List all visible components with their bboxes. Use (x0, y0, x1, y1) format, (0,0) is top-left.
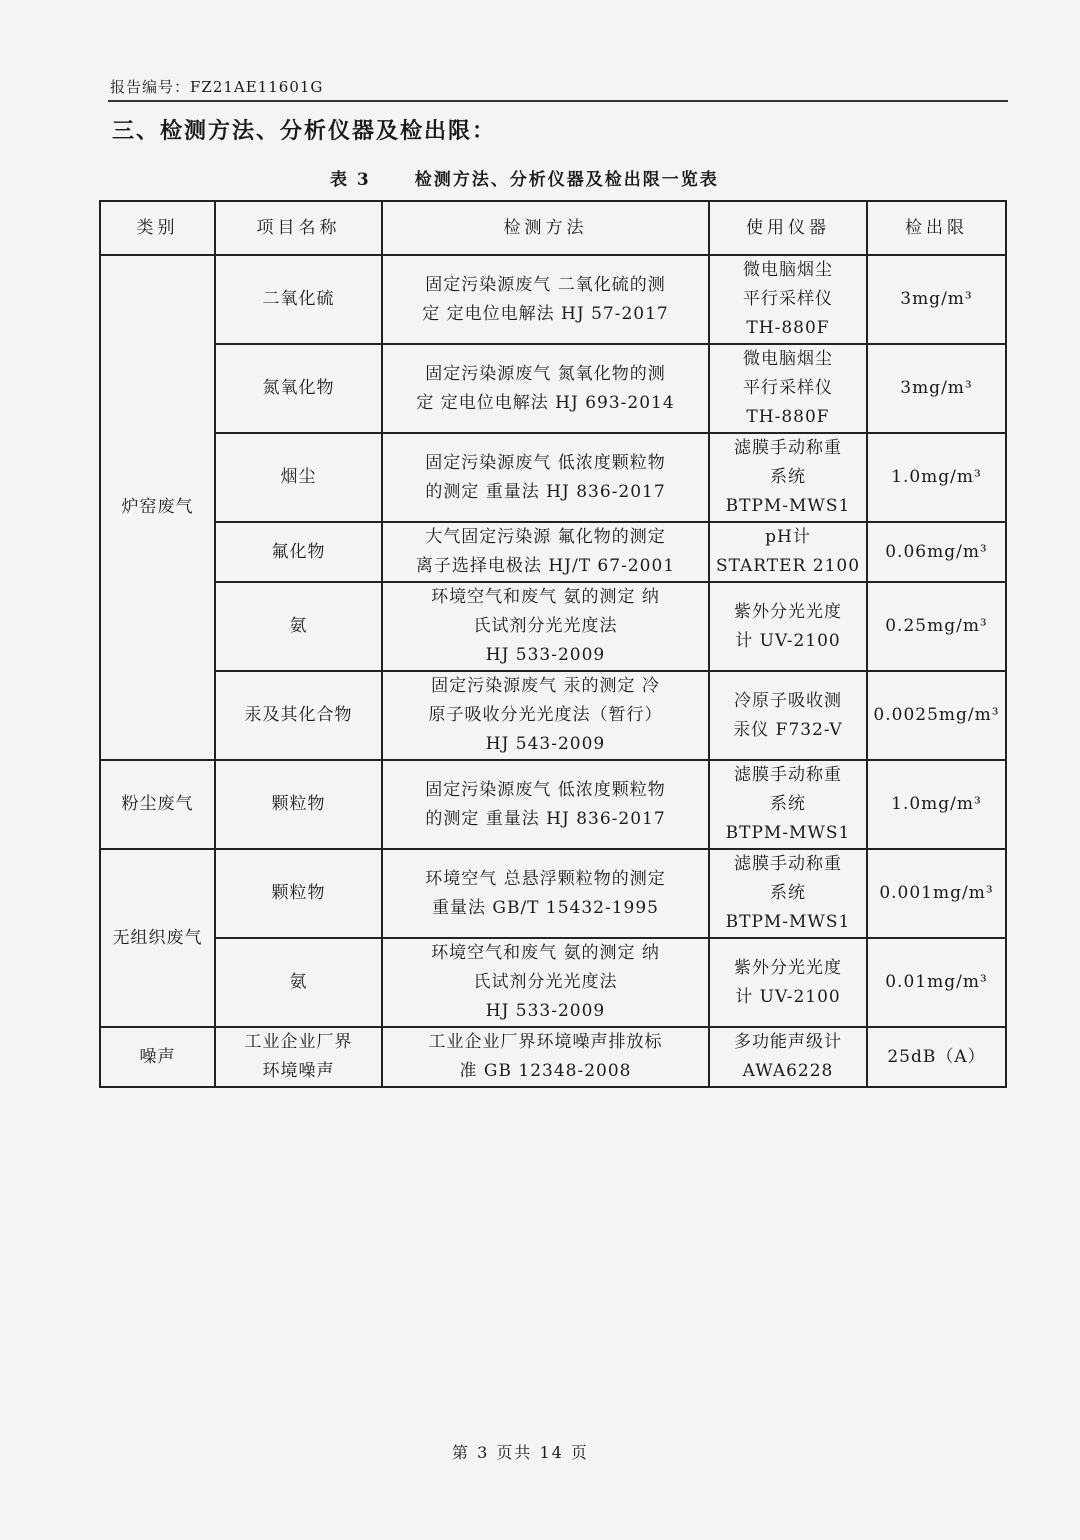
instrument-cell (709, 582, 867, 671)
item-name-cell-line: 氟化物 (271, 541, 326, 562)
method-cell-line: HJ 533-2009 (485, 1001, 606, 1021)
method-cell-line: 氏试剂分光光度法 (473, 972, 618, 992)
item-name-cell-line: 环境噪声 (262, 1061, 335, 1081)
detection-limit-cell: 25dB（A） (867, 1027, 1006, 1087)
method-cell-line: HJ 543-2009 (485, 734, 606, 754)
category-cell: 噪声 (100, 1027, 215, 1087)
table-row (100, 255, 1006, 344)
method-cell-line: 工业企业厂界环境噪声排放标 (428, 1032, 663, 1052)
method-cell-line: 重量法 GB/T 15432-1995 (431, 897, 660, 918)
instrument-cell (709, 1027, 867, 1087)
page-footer: 第 3 页共 14 页 (452, 1443, 589, 1462)
detection-limit-cell: 1.0mg/m³ (867, 433, 1006, 522)
method-cell-line: 固定污染源废气 低浓度颗粒物 (425, 452, 666, 473)
item-name-cell (215, 522, 382, 582)
detection-limit-cell: 0.0025mg/m³ (867, 671, 1006, 760)
table-row (100, 1027, 1006, 1087)
method-cell (382, 344, 709, 433)
method-cell-line: 离子选择电极法 HJ/T 67-2001 (415, 556, 676, 576)
method-cell-line: 的测定 重量法 HJ 836-2017 (425, 481, 666, 502)
instrument-cell (709, 522, 867, 582)
table-row (100, 433, 1006, 522)
instrument-cell (709, 671, 867, 760)
detection-limit-cell: 0.06mg/m³ (867, 522, 1006, 582)
method-cell-line: 的测定 重量法 HJ 836-2017 (425, 808, 666, 829)
method-cell (382, 671, 709, 760)
detection-methods-table (99, 200, 1007, 1088)
instrument-cell-line: 汞仪 F732-V (733, 719, 843, 740)
method-cell-line: 固定污染源废气 氮氧化物的测 (425, 363, 666, 384)
method-cell-line: 原子吸收分光光度法（暂行） (428, 705, 663, 725)
instrument-cell (709, 938, 867, 1027)
method-cell (382, 1027, 709, 1087)
header-divider (108, 100, 1008, 102)
category-cell: 炉窑废气 (100, 255, 215, 760)
instrument-cell-line: 系统 (770, 467, 806, 487)
table-row (100, 344, 1006, 433)
item-name-cell-line: 烟尘 (280, 467, 317, 487)
instrument-cell-line: 微电脑烟尘 (743, 260, 833, 280)
item-name-cell-line: 汞及其化合物 (244, 705, 353, 725)
instrument-cell-line: 系统 (770, 883, 806, 903)
instrument-cell (709, 760, 867, 849)
method-cell-line: 固定污染源废气 低浓度颗粒物 (425, 779, 666, 800)
item-name-cell-line: 氨 (289, 616, 308, 636)
item-name-cell (215, 849, 382, 938)
instrument-cell-line: 冷原子吸收测 (734, 690, 842, 711)
table-caption (330, 165, 719, 190)
table-row (100, 522, 1006, 582)
instrument-cell-line: STARTER 2100 (715, 556, 861, 576)
instrument-cell-line: 平行采样仪 (743, 378, 833, 398)
method-cell (382, 522, 709, 582)
item-name-cell-line: 颗粒物 (271, 794, 326, 814)
header-cell-limit: 检出限 (867, 201, 1006, 255)
item-name-cell-line: 氮氧化物 (262, 378, 335, 398)
instrument-cell-line: 滤膜手动称重 (734, 438, 842, 458)
method-cell-line: 环境空气 总悬浮颗粒物的测定 (425, 868, 666, 889)
item-name-cell-line: 二氧化硫 (262, 289, 335, 309)
instrument-cell-line: BTPM-MWS1 (725, 912, 851, 932)
method-cell (382, 938, 709, 1027)
detection-limit-cell: 3mg/m³ (867, 344, 1006, 433)
instrument-cell (709, 344, 867, 433)
method-cell-line: 氏试剂分光光度法 (473, 616, 618, 636)
category-cell: 粉尘废气 (100, 760, 215, 849)
detection-limit-cell: 0.01mg/m³ (867, 938, 1006, 1027)
table-row (100, 671, 1006, 760)
method-cell-line: 环境空气和废气 氨的测定 纳 (431, 587, 660, 607)
detection-limit-cell: 0.25mg/m³ (867, 582, 1006, 671)
instrument-cell-line: 系统 (770, 794, 806, 814)
instrument-cell (709, 255, 867, 344)
header-cell-category: 类别 (100, 201, 215, 255)
method-cell-line: 定 定电位电解法 HJ 693-2014 (416, 392, 675, 413)
table-row (100, 849, 1006, 938)
header-cell-item: 项目名称 (215, 201, 382, 255)
method-cell (382, 433, 709, 522)
method-cell (382, 760, 709, 849)
method-cell (382, 849, 709, 938)
section-title: 三、检测方法、分析仪器及检出限： (112, 118, 497, 144)
table-row (100, 760, 1006, 849)
header-cell-instrument: 使用仪器 (709, 201, 867, 255)
method-cell-line: 准 GB 12348-2008 (459, 1061, 632, 1081)
item-name-cell-line: 氨 (289, 972, 308, 992)
instrument-cell-line: AWA6228 (742, 1061, 834, 1081)
detection-limit-cell: 0.001mg/m³ (867, 849, 1006, 938)
instrument-cell-line: BTPM-MWS1 (725, 823, 851, 843)
item-name-cell-line: 颗粒物 (271, 883, 326, 903)
detection-limit-cell: 3mg/m³ (867, 255, 1006, 344)
method-cell-line: 定 定电位电解法 HJ 57-2017 (422, 303, 669, 324)
item-name-cell (215, 1027, 382, 1087)
instrument-cell-line: pH计 (765, 527, 811, 547)
instrument-cell-line: 微电脑烟尘 (743, 349, 833, 369)
table-caption-number: 表 3 (330, 170, 371, 190)
instrument-cell-line: 滤膜手动称重 (734, 765, 842, 785)
table-header-row (100, 201, 1006, 255)
item-name-cell (215, 433, 382, 522)
instrument-cell-line: 计 UV-2100 (735, 986, 841, 1007)
instrument-cell-line: 平行采样仪 (743, 289, 833, 309)
item-name-cell-line: 工业企业厂界 (244, 1032, 353, 1052)
table-row (100, 938, 1006, 1027)
detection-limit-cell: 1.0mg/m³ (867, 760, 1006, 849)
instrument-cell-line: TH-880F (746, 407, 830, 427)
method-cell-line: 环境空气和废气 氨的测定 纳 (431, 943, 660, 963)
report-number: 报告编号：FZ21AE11601G (110, 78, 324, 96)
table-caption-title: 检测方法、分析仪器及检出限一览表 (414, 170, 719, 190)
item-name-cell (215, 760, 382, 849)
instrument-cell-line: 计 UV-2100 (735, 630, 841, 651)
instrument-cell-line: 紫外分光光度 (734, 957, 842, 978)
instrument-cell-line: 紫外分光光度 (734, 601, 842, 622)
method-cell-line: 大气固定污染源 氟化物的测定 (425, 527, 666, 547)
header-cell-method: 检测方法 (382, 201, 709, 255)
table-row (100, 582, 1006, 671)
method-cell (382, 255, 709, 344)
item-name-cell (215, 582, 382, 671)
item-name-cell (215, 671, 382, 760)
instrument-cell (709, 433, 867, 522)
instrument-cell-line: TH-880F (746, 318, 830, 338)
instrument-cell-line: 滤膜手动称重 (734, 854, 842, 874)
item-name-cell (215, 255, 382, 344)
method-cell-line: HJ 533-2009 (485, 645, 606, 665)
method-cell (382, 582, 709, 671)
instrument-cell-line: 多功能声级计 (734, 1032, 842, 1052)
instrument-cell-line: BTPM-MWS1 (725, 496, 851, 516)
method-cell-line: 固定污染源废气 二氧化硫的测 (425, 274, 666, 295)
item-name-cell (215, 344, 382, 433)
item-name-cell (215, 938, 382, 1027)
method-cell-line: 固定污染源废气 汞的测定 冷 (431, 676, 660, 696)
instrument-cell (709, 849, 867, 938)
category-cell: 无组织废气 (100, 849, 215, 1027)
